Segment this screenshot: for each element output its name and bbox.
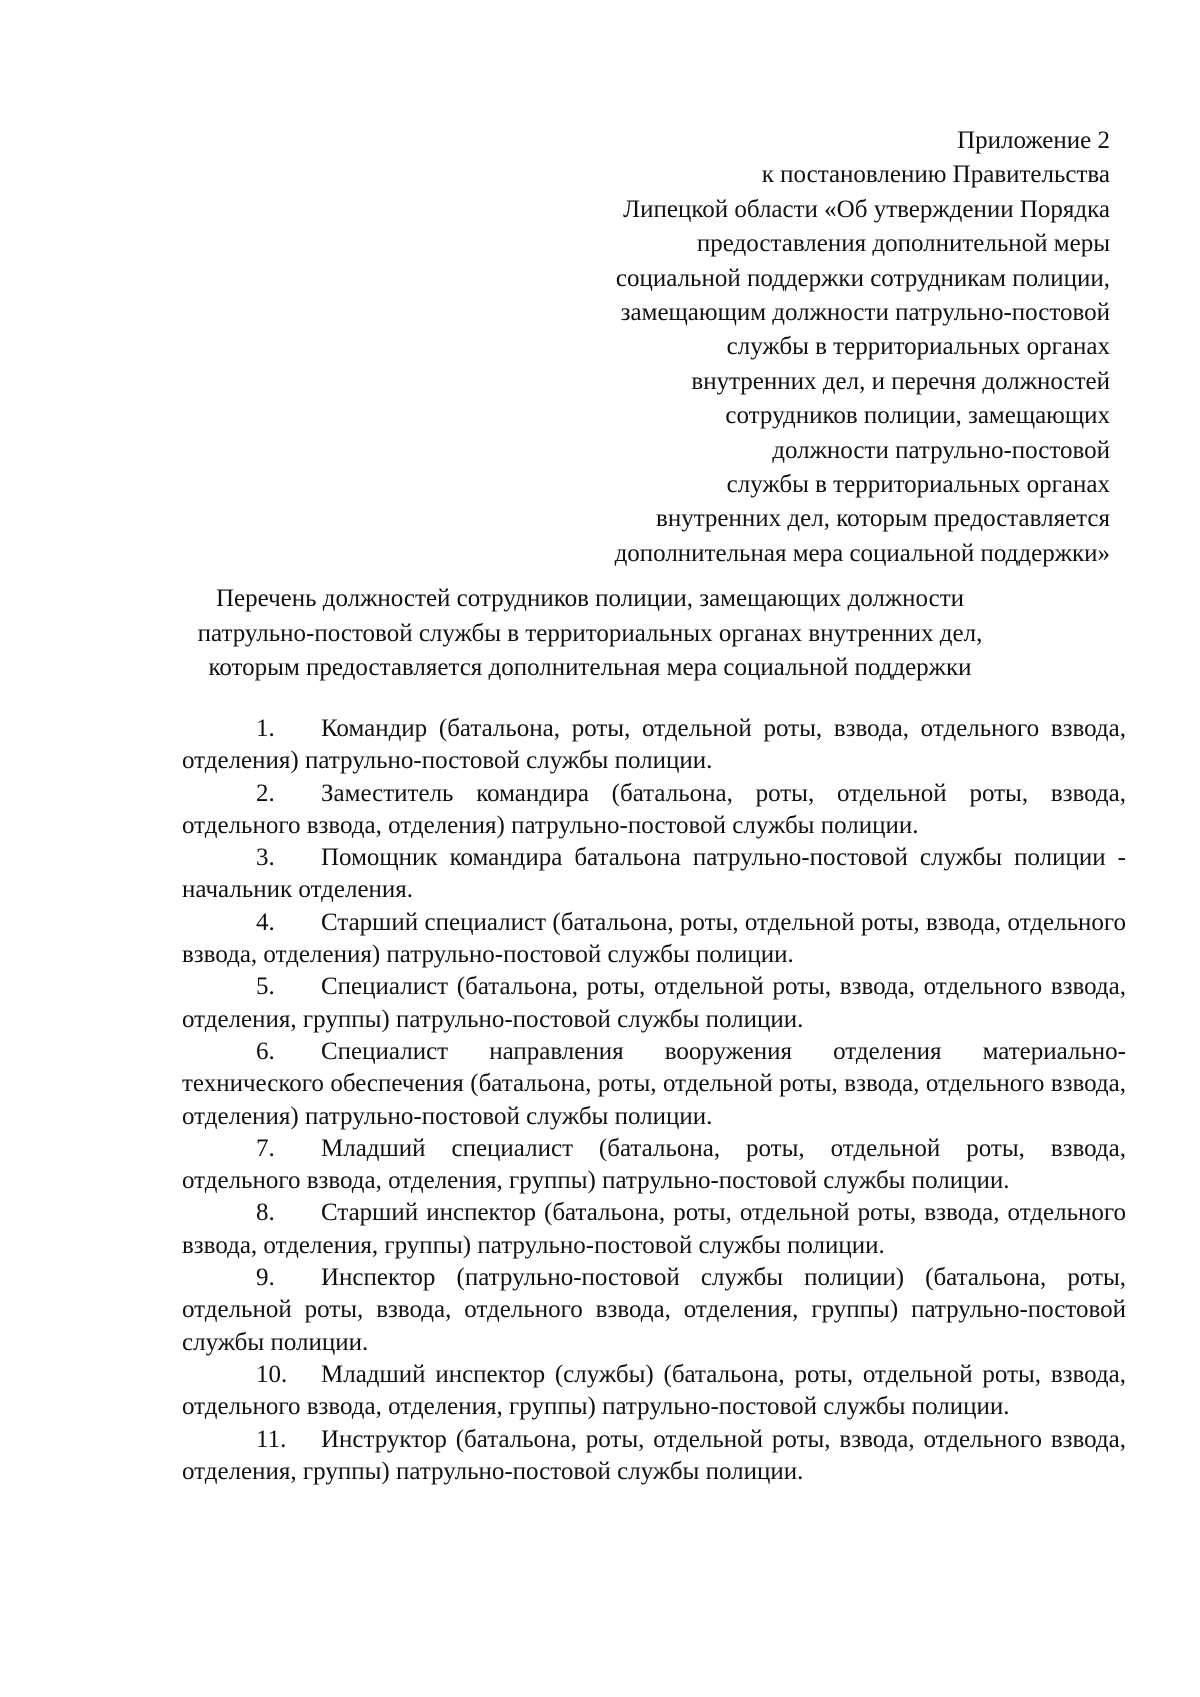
- item-number: 6.: [256, 1037, 275, 1065]
- list-item: [182, 1197, 1126, 1262]
- appendix-line: службы в территориальных органах: [726, 333, 1110, 361]
- item-text: Старший специалист (батальона, роты, отдельной роты, взвода, отдельного взвода, отделения) патрульно-постовой службы полиции.: [182, 908, 1126, 969]
- item-number: 8.: [256, 1199, 275, 1227]
- item-number: 5.: [256, 973, 275, 1001]
- item-text: Старший инспектор (батальона, роты, отдельной роты, взвода, отдельного взвода, отделения, группы) патрульно-постовой службы полиции.: [182, 1199, 1126, 1259]
- list-item: [182, 713, 1126, 778]
- item-text: Специалист направления вооружения отделения материально-технического обеспечения (батальона, роты, отдельной роты, взвода, отдельного взвода, отделения) патрульно-постовой службы полиции.: [182, 1037, 1126, 1130]
- list-item: [182, 1262, 1126, 1359]
- list-item: [182, 778, 1126, 843]
- title-line: которым предоставляется дополнительная мера социальной поддержки: [208, 654, 972, 681]
- list-item: [182, 1036, 1126, 1133]
- item-number: 2.: [256, 779, 275, 807]
- item-text: Заместитель командира (батальона, роты, отдельной роты, взвода, отдельного взвода, отделения) патрульно-постовой службы полиции.: [182, 779, 1126, 839]
- appendix-line: внутренних дел, и перечня должностей: [691, 367, 1110, 395]
- document-title: [140, 582, 1040, 686]
- item-text: Младший инспектор (службы) (батальона, роты, отдельной роты, взвода, отдельного взвода, отделения, группы) патрульно-постовой службы полиции.: [182, 1360, 1126, 1421]
- item-number: 11.: [256, 1425, 287, 1453]
- item-number: 3.: [256, 844, 275, 872]
- appendix-line: Приложение 2: [957, 127, 1110, 154]
- appendix-line: внутренних дел, которым предоставляется: [656, 505, 1110, 533]
- item-number: 9.: [256, 1264, 275, 1292]
- item-text: Специалист (батальона, роты, отдельной роты, взвода, отдельного взвода, отделения, группы) патрульно-постовой службы полиции.: [182, 973, 1126, 1033]
- list-item: [182, 1424, 1126, 1489]
- list-item: [182, 1359, 1126, 1424]
- appendix-header: [490, 124, 1110, 571]
- item-text: Инструктор (батальона, роты, отдельной роты, взвода, отдельного взвода, отделения, группы) патрульно-постовой службы полиции.: [182, 1425, 1126, 1485]
- list-item: [182, 971, 1126, 1036]
- item-number: 4.: [256, 908, 275, 936]
- item-number: 7.: [256, 1134, 275, 1162]
- appendix-line: к постановлению Правительства: [761, 161, 1110, 189]
- item-text: Помощник командира батальона патрульно-постовой службы полиции - начальник отделения.: [182, 844, 1126, 904]
- item-text: Младший специалист (батальона, роты, отдельной роты, взвода, отдельного взвода, отделения, группы) патрульно-постовой службы полиции.: [182, 1134, 1126, 1195]
- appendix-line: дополнительная мера социальной поддержки»: [614, 539, 1110, 567]
- appendix-line: Липецкой области «Об утверждении Порядка: [623, 195, 1110, 223]
- list-item: [182, 1133, 1126, 1198]
- list-item: [182, 907, 1126, 972]
- appendix-line: социальной поддержки сотрудникам полиции,: [615, 264, 1110, 292]
- appendix-line: службы в территориальных органах: [726, 471, 1110, 499]
- appendix-line: сотрудников полиции, замещающих: [725, 402, 1110, 430]
- title-line: патрульно-постовой службы в территориальных органах внутренних дел,: [197, 619, 983, 647]
- item-number: 1.: [256, 715, 275, 742]
- appendix-line: должности патрульно-постовой: [772, 436, 1110, 464]
- item-number: 10.: [256, 1360, 288, 1388]
- positions-list: [182, 713, 1126, 1488]
- appendix-line: замещающим должности патрульно-постовой: [620, 299, 1110, 327]
- list-item: [182, 842, 1126, 907]
- item-text: Командир (батальона, роты, отдельной роты, взвода, отдельного взвода, отделения) патрульно-постовой службы полиции.: [182, 715, 1126, 775]
- appendix-line: предоставления дополнительной меры: [696, 230, 1110, 258]
- item-text: Инспектор (патрульно-постовой службы полиции) (батальона, роты, отдельной роты, взвода, отдельного взвода, отделения, группы) патрульно-постовой службы полиции.: [182, 1264, 1126, 1356]
- title-line: Перечень должностей сотрудников полиции, замещающих должности: [215, 585, 965, 612]
